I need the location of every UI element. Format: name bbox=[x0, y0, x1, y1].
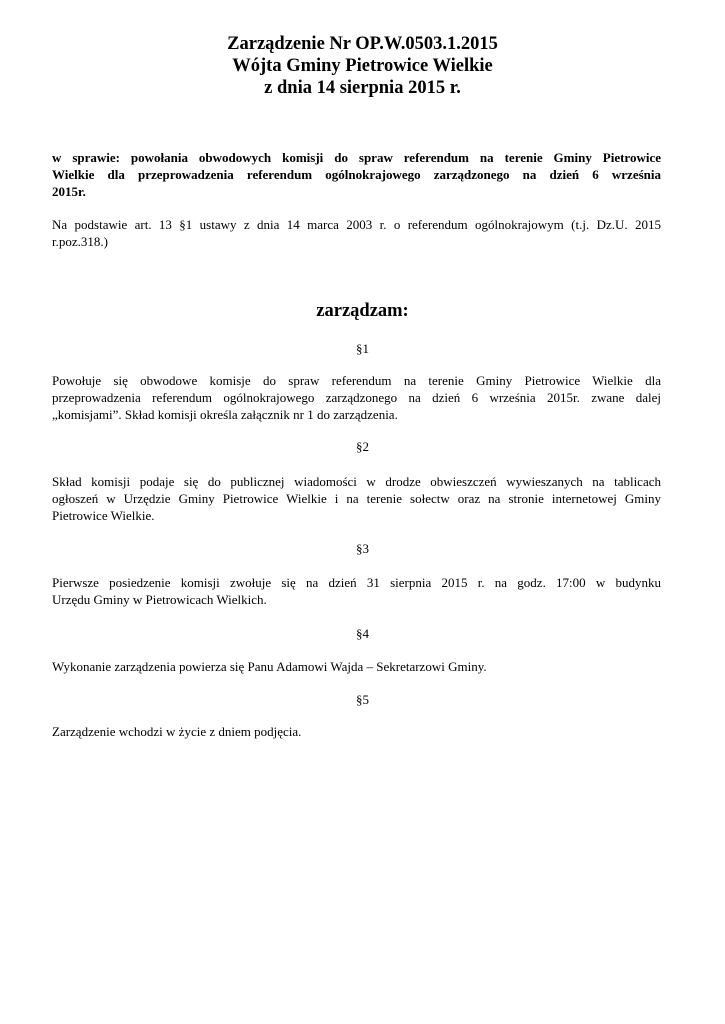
document-date: z dnia 14 sierpnia 2015 r. bbox=[264, 78, 461, 98]
section-2-line: ogłoszeń w Urzędzie Gminy Pietrowice Wielkie i na terenie sołectw oraz na stronie internetowej Gminy bbox=[52, 491, 661, 506]
section-2-line: Pietrowice Wielkie. bbox=[52, 508, 155, 523]
section-5-paragraph bbox=[52, 723, 661, 740]
section-4-line: Wykonanie zarządzenia powierza się Panu Adamowi Wajda – Sekretarzowi Gminy. bbox=[52, 659, 487, 674]
section-3-line: Urzędu Gminy w Pietrowicach Wielkich. bbox=[52, 592, 267, 607]
document-title: Zarządzenie Nr OP.W.0503.1.2015 bbox=[227, 34, 498, 54]
subject-line: w sprawie: powołania obwodowych komisji do spraw referendum na terenie Gminy Pietrowice bbox=[52, 150, 661, 165]
section-1-paragraph bbox=[52, 372, 661, 423]
issuer-title: Wójta Gminy Pietrowice Wielkie bbox=[232, 56, 493, 76]
legal-basis-paragraph bbox=[52, 216, 661, 250]
legal-basis-line: r.poz.318.) bbox=[52, 234, 108, 249]
legal-basis-line: Na podstawie art. 13 §1 ustawy z dnia 14 marca 2003 r. o referendum ogólnokrajowym (t.j. Dz.U. 2015 bbox=[52, 217, 661, 232]
section-3-paragraph bbox=[52, 574, 661, 608]
subject-line: Wielkie dla przeprowadzenia referendum ogólnokrajowego zarządzonego na dzień 6 września bbox=[52, 167, 661, 182]
section-mark-2: §2 bbox=[356, 439, 369, 454]
section-3-line: Pierwsze posiedzenie komisji zwołuje się na dzień 31 sierpnia 2015 r. na godz. 17:00 w budynku bbox=[52, 575, 661, 590]
section-1-line: Powołuje się obwodowe komisje do spraw referendum na terenie Gminy Pietrowice Wielkie dla bbox=[52, 373, 661, 388]
section-5-line: Zarządzenie wchodzi w życie z dniem podjęcia. bbox=[52, 724, 302, 739]
section-mark-3: §3 bbox=[356, 541, 369, 556]
section-mark-5: §5 bbox=[356, 692, 369, 707]
subject-line: 2015r. bbox=[52, 184, 86, 199]
section-2-paragraph bbox=[52, 473, 661, 524]
section-2-line: Skład komisji podaje się do publicznej wiadomości w drodze obwieszczeń wywieszanych na tablicach bbox=[52, 474, 661, 489]
section-4-paragraph bbox=[52, 658, 661, 675]
section-mark-4: §4 bbox=[356, 626, 369, 641]
section-mark-1: §1 bbox=[356, 341, 369, 356]
section-1-line: „komisjami”. Skład komisji określa załącznik nr 1 do zarządzenia. bbox=[52, 407, 398, 422]
subject-paragraph bbox=[52, 149, 661, 200]
decree-heading: zarządzam: bbox=[316, 301, 409, 321]
section-1-line: przeprowadzenia referendum ogólnokrajowego zarządzonego na dzień 6 września 2015r. zwane dalej bbox=[52, 390, 661, 405]
